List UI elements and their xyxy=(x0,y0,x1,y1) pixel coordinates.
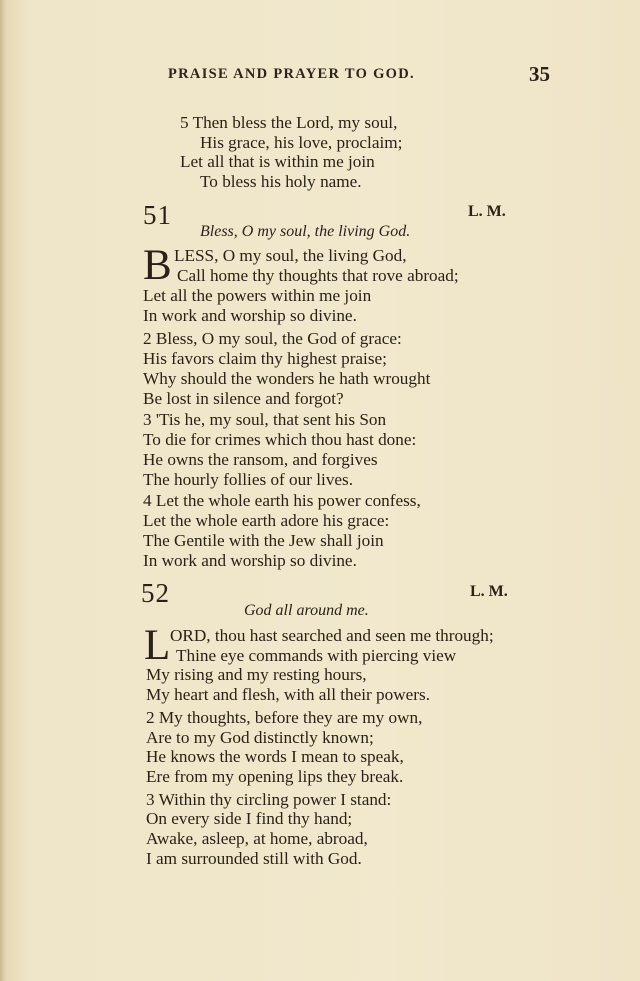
hymn-51-line-2: Call home thy thoughts that rove abroad; xyxy=(177,266,459,285)
hymn-51-dropcap: B xyxy=(143,242,172,289)
hymn-51-meter: L. M. xyxy=(468,203,506,220)
hymn-51-s2-line-2: His favors claim thy highest praise; xyxy=(143,349,387,368)
hymn-51-number: 51 xyxy=(143,200,172,230)
hymn-52-s3-line-1: 3 Within thy circling power I stand: xyxy=(146,790,392,809)
hymn-52-line-3: My rising and my resting hours, xyxy=(146,665,367,684)
hymn-51-s3-line-1: 3 'Tis he, my soul, that sent his Son xyxy=(143,410,387,429)
hymn-52-line-2: Thine eye commands with piercing view xyxy=(176,646,457,665)
stanza5-line-4: To bless his holy name. xyxy=(200,172,362,191)
hymn-52-s2-line-4: Ere from my opening lips they break. xyxy=(146,767,404,786)
hymn-51-s3-line-2: To die for crimes which thou hast done: xyxy=(143,430,417,449)
hymn-51-line-1: LESS, O my soul, the living God, xyxy=(174,246,407,265)
hymn-51-s4-line-4: In work and worship so divine. xyxy=(143,551,357,570)
hymn-52-s3-line-2: On every side I find thy hand; xyxy=(146,809,353,828)
hymn-51-s3-line-4: The hourly follies of our lives. xyxy=(143,470,354,489)
hymn-52-s2-line-3: He knows the words I mean to speak, xyxy=(146,747,404,766)
running-title: PRAISE AND PRAYER TO GOD. xyxy=(168,66,415,82)
hymn-52-s3-line-4: I am surrounded still with God. xyxy=(146,849,362,868)
hymn-52-line-1: ORD, thou hast searched and seen me through; xyxy=(170,626,494,645)
hymn-51-s3-line-3: He owns the ransom, and forgives xyxy=(143,450,378,469)
page-header xyxy=(168,64,558,88)
hymn-52-title: God all around me. xyxy=(244,602,369,619)
hymn-52-dropcap: L xyxy=(144,622,171,669)
stanza5-line-1: 5 Then bless the Lord, my soul, xyxy=(180,113,398,132)
hymn-51-s2-line-1: 2 Bless, O my soul, the God of grace: xyxy=(143,329,402,348)
hymn-52-s2-line-2: Are to my God distinctly known; xyxy=(146,728,374,747)
page-number: 35 xyxy=(529,62,550,86)
hymn-51-s4-line-2: Let the whole earth adore his grace: xyxy=(143,511,390,530)
hymn-52-s3-line-3: Awake, asleep, at home, abroad, xyxy=(146,829,368,848)
hymn-51-s2-line-4: Be lost in silence and forgot? xyxy=(143,389,344,408)
hymn-52-s2-line-1: 2 My thoughts, before they are my own, xyxy=(146,708,423,727)
hymn-51-s4-line-1: 4 Let the whole earth his power confess, xyxy=(143,491,421,510)
hymn-52-number: 52 xyxy=(141,578,170,608)
hymn-51-title: Bless, O my soul, the living God. xyxy=(200,223,411,240)
hymn-51-line-3: Let all the powers within me join xyxy=(143,286,372,305)
stanza5-line-3: Let all that is within me join xyxy=(180,152,375,171)
hymn-52-line-4: My heart and flesh, with all their powers. xyxy=(146,685,430,704)
hymn-52-meter: L. M. xyxy=(470,583,508,600)
hymn-51-line-4: In work and worship so divine. xyxy=(143,306,357,325)
stanza5-line-2: His grace, his love, proclaim; xyxy=(200,133,403,152)
hymn-51-s2-line-3: Why should the wonders he hath wrought xyxy=(143,369,431,388)
hymn-51-s4-line-3: The Gentile with the Jew shall join xyxy=(143,531,384,550)
